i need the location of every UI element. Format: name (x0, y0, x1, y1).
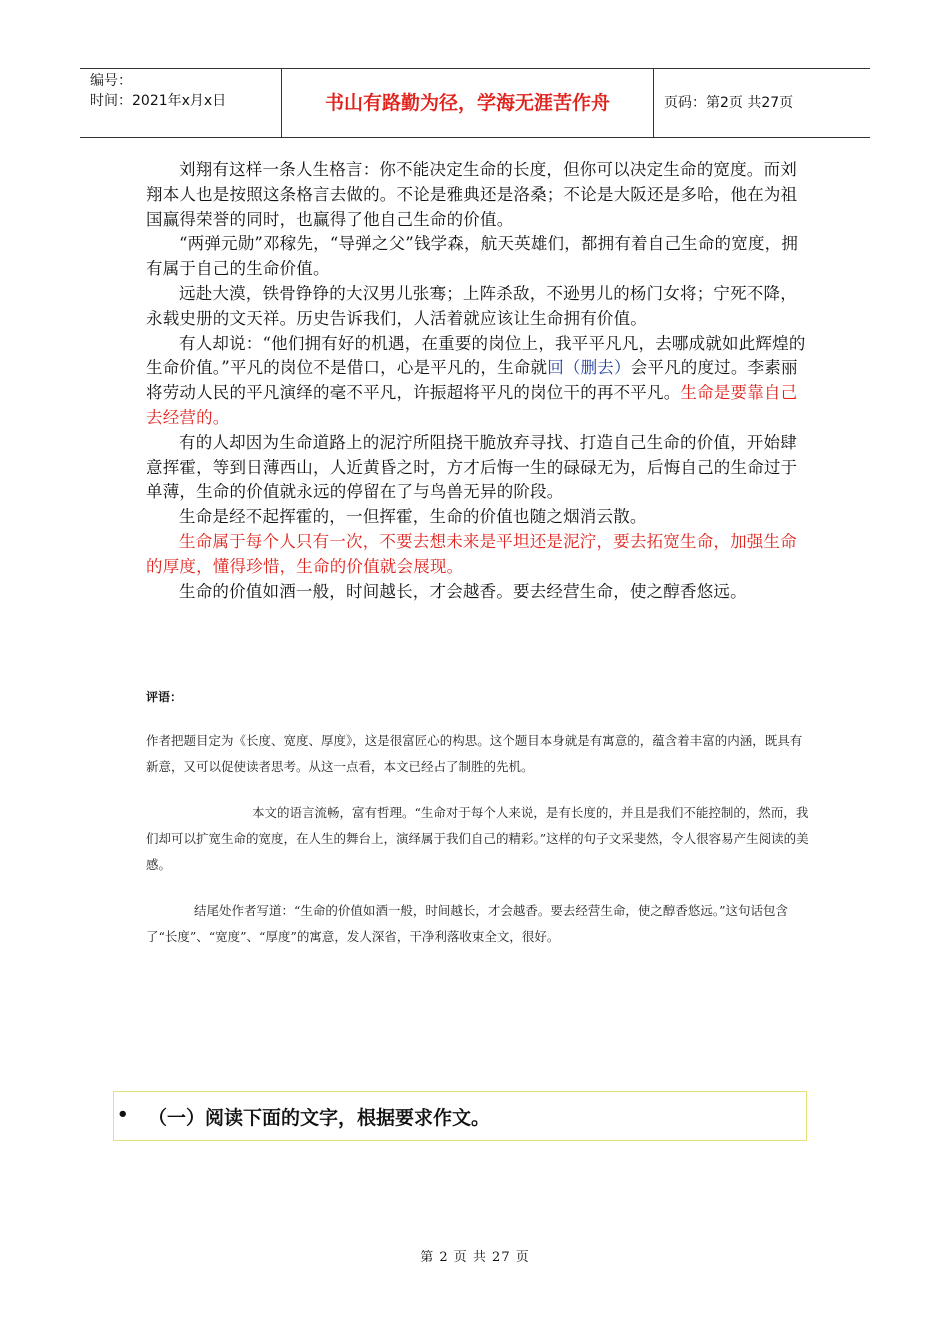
page-footer: 第 2 页 共 27 页 (420, 1250, 530, 1265)
header-motto: 书山有路勤为径，学海无涯苦作舟 (282, 69, 654, 137)
task-box (113, 1091, 807, 1141)
review-paragraph-3 (146, 898, 810, 950)
date-line: 时间：2021年x月x日 (90, 93, 227, 109)
header-page-info: 页码：第2页 共27页 (664, 95, 794, 111)
essay-paragraph: 生命的价值如酒一般，时间越长，才会越香。要去经营生命，使之醇香悠远。 (179, 581, 747, 601)
essay-text: 有人却说：“他们拥有好的机遇，在重要的岗位上，我平平凡凡，去哪成就如此辉煌的生命价值。”平凡的岗位不是借口，心是平凡的，生命就 (146, 333, 806, 378)
header-meta (80, 69, 282, 137)
essay-text: 会平凡的度过。李素丽将劳动人民的平凡演绎的毫不平凡，许振超将平凡的岗位干的再不平凡。 (146, 358, 798, 403)
essay-paragraph: “两弹元勋”邓稼先，“导弹之父”钱学森，航天英雄们，都拥有着自己生命的宽度，拥有属于自己的生命价值。 (146, 234, 799, 279)
review-title: 评语： (146, 690, 183, 704)
essay-paragraph: 远赴大漠，铁骨铮铮的大汉男儿张骞；上阵杀敌，不逊男儿的杨门女将；宁死不降，永载史册的文天祥。历史告诉我们，人活着就应该让生命拥有价值。 (146, 283, 797, 328)
review-text: 结尾处作者写道：“生命的价值如酒一般，时间越长，才会越香。要去经营生命，使之醇香悠远。”这句话包含了“长度”、“宽度”、“厚度”的寓意，发人深省，干净利落收束全文，很好。 (146, 903, 789, 944)
essay-correction: 回（删去） (547, 358, 631, 378)
essay-paragraph: 生命是经不起挥霍的，一但挥霍，生命的价值也随之烟消云散。 (179, 507, 647, 527)
review-text: 作者把题目定为《长度、宽度、厚度》，这是很富匠心的构思。这个题目本身就是有寓意的，蕴含着丰富的内涵，既具有新意，又可以促使读者思考。从这一点看，本文已经占了制胜的先机。 (146, 733, 803, 774)
essay-body (146, 158, 808, 604)
task-heading: （一）阅读下面的文字，根据要求作文。 (148, 1107, 491, 1129)
code-label: 编号： (90, 73, 132, 89)
essay-highlight: 生命是要靠自己去经营的。 (146, 383, 798, 427)
essay-paragraph (146, 332, 808, 431)
bullet-icon: • (117, 1104, 129, 1125)
essay-paragraph: 有的人却因为生命道路上的泥泞所阻挠干脆放弃寻找、打造自己生命的价值，开始肆意挥霍，等到日薄西山，人近黄昏之时，方才后悔一生的碌碌无为，后悔自己的生命过于单薄，生命的价值就永远的停留在了与鸟兽无异的阶段。 (146, 432, 798, 502)
review-text: 本文的语言流畅，富有哲理。“生命对于每个人来说，是有长度的，并且是我们不能控制的，然而，我们却可以扩宽生命的宽度，在人生的舞台上，演绎属于我们自己的精彩。”这样的句子文采斐然，令人很容易产生阅读的美感。 (146, 805, 809, 872)
review-paragraph-1 (146, 728, 810, 780)
essay-paragraph: 刘翔有这样一条人生格言：你不能决定生命的长度，但你可以决定生命的宽度。而刘翔本人也是按照这条格言去做的。不论是雅典还是洛桑；不论是大阪还是多哈，他在为祖国赢得荣誉的同时，也赢得了他自己生命的价值。 (146, 160, 798, 229)
page-header (80, 68, 870, 138)
review-paragraph-2 (146, 800, 810, 878)
essay-highlight-paragraph: 生命属于每个人只有一次，不要去想未来是平坦还是泥泞，要去拓宽生命，加强生命的厚度，懂得珍惜，生命的价值就会展现。 (146, 531, 797, 576)
